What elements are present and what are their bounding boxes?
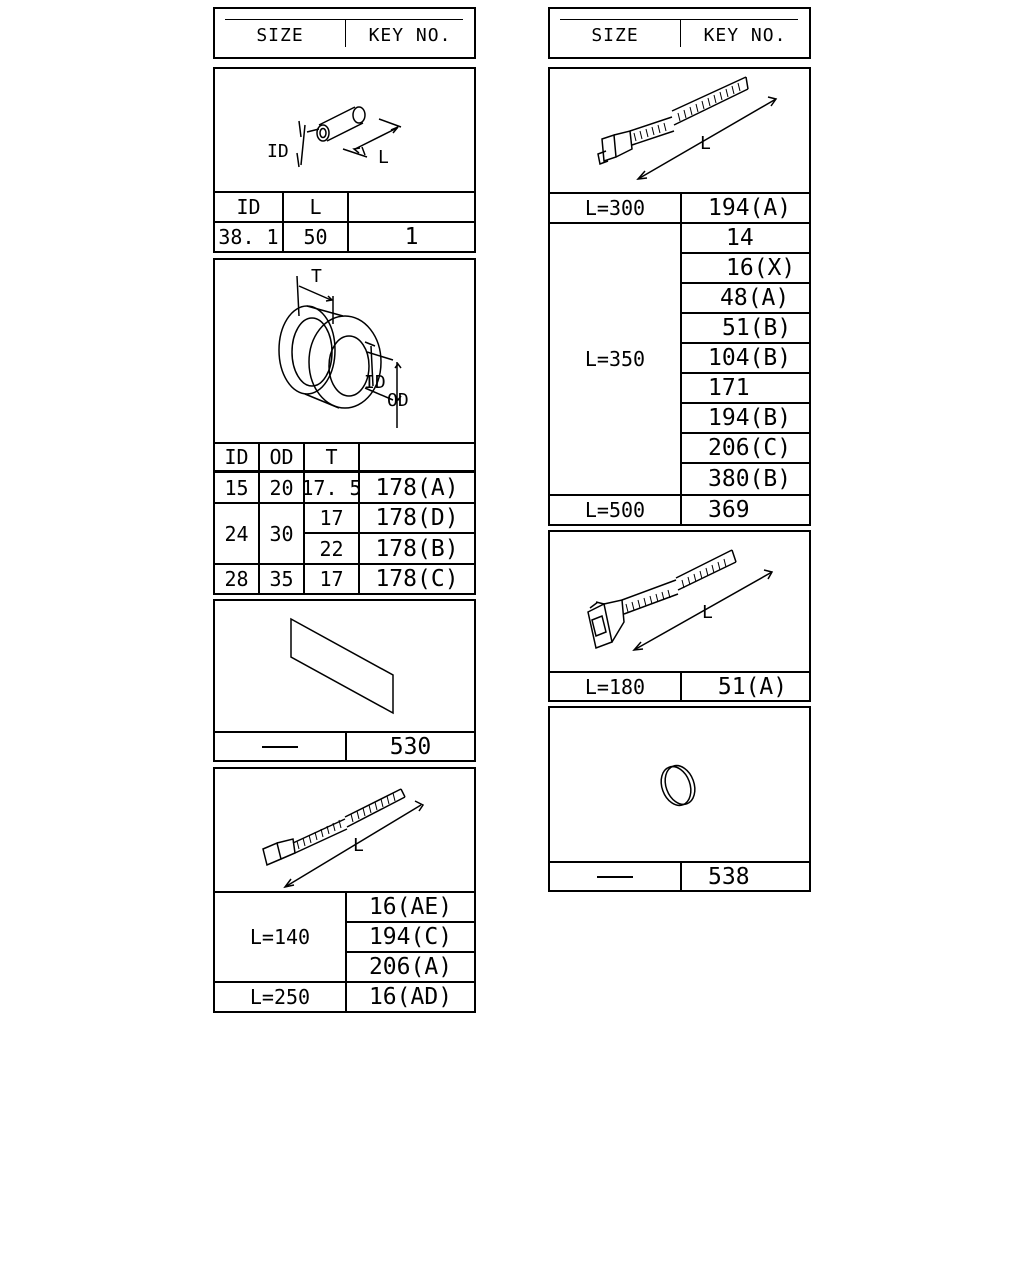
tube-drawing <box>215 69 474 193</box>
clip-band-panel <box>548 530 811 702</box>
header-divider <box>345 19 346 47</box>
plug-key: 538 <box>708 863 750 890</box>
header-divider <box>680 19 681 47</box>
large-band-size-500: L=500 <box>584 498 646 522</box>
grommet-row2-key: 178(D) <box>375 505 459 531</box>
grommet-row2-t: 17 <box>319 506 344 530</box>
grommet-row1-od: 20 <box>269 475 294 500</box>
small-band-key-2: 194(C) <box>368 924 453 950</box>
grommet-row3-key: 178(B) <box>375 535 459 562</box>
plug-size-dash <box>550 863 680 890</box>
tube-col-id: ID <box>236 195 261 219</box>
key-no-header: KEY NO. <box>703 24 787 46</box>
grommet-row1-id: 15 <box>224 475 249 500</box>
sheet-size-dash <box>215 733 345 760</box>
large-band-key-14: 14 <box>726 225 754 251</box>
small-band-key-1: 16(AE) <box>368 894 453 920</box>
header-top-rule <box>225 19 463 20</box>
small-band-l-label: L <box>353 835 364 856</box>
clip-band-key: 51(A) <box>717 673 788 700</box>
grommet-row3-t: 22 <box>319 536 344 561</box>
grommet-id-label: ID <box>364 372 386 393</box>
large-band-key-51b: 51(B) <box>722 315 792 341</box>
grommet-row4-od: 35 <box>269 567 294 591</box>
small-band-key-4: 16(AD) <box>368 984 453 1010</box>
grommet-row1-key: 178(A) <box>375 474 459 501</box>
large-band-drawing <box>550 69 809 193</box>
tube-panel <box>213 67 476 253</box>
right-header-box <box>548 7 811 59</box>
size-header: SIZE <box>591 24 639 46</box>
large-band-key-369: 369 <box>708 497 750 523</box>
clip-band-size: L=180 <box>584 674 646 699</box>
tube-id-label: ID <box>267 141 289 162</box>
grommet-t-label: T <box>311 266 322 287</box>
large-band-size-350: L=350 <box>584 347 646 371</box>
large-band-key-48a: 48(A) <box>720 285 790 311</box>
plug-panel <box>548 706 811 892</box>
header-top-rule <box>560 19 798 20</box>
large-band-key-171: 171 <box>708 375 750 401</box>
sheet-panel <box>213 599 476 762</box>
small-band-key-3: 206(A) <box>368 954 453 980</box>
clip-band-drawing <box>550 532 809 672</box>
grommet-row4-id: 28 <box>224 567 249 591</box>
grommet-row4-t: 17 <box>319 567 344 591</box>
large-band-panel <box>548 67 811 526</box>
large-band-size-300: L=300 <box>584 196 646 220</box>
size-header: SIZE <box>256 24 304 46</box>
grommet-col-t: T <box>325 445 338 469</box>
dash-mark <box>262 746 298 748</box>
small-band-size-140: L=140 <box>249 925 311 949</box>
tube-row-key: 1 <box>404 224 419 250</box>
small-band-size-250: L=250 <box>249 985 311 1009</box>
sheet-drawing <box>215 601 474 731</box>
sheet-key: 530 <box>389 733 432 760</box>
plug-drawing <box>550 708 809 862</box>
tube-row-l: 50 <box>303 225 328 249</box>
grommet-drawing <box>215 260 474 444</box>
large-band-key-380b: 380(B) <box>708 466 792 492</box>
key-no-header: KEY NO. <box>368 24 452 46</box>
large-band-l-label: L <box>700 133 711 154</box>
grommet-col-od: OD <box>269 445 294 469</box>
grommet-panel <box>213 258 476 595</box>
grommet-row1-t: 17. 5 <box>301 475 362 500</box>
tube-l-label: L <box>378 147 389 168</box>
small-band-panel <box>213 767 476 1013</box>
grommet-row4-key: 178(C) <box>375 566 459 592</box>
large-band-key-16x: 16(X) <box>726 255 796 281</box>
large-band-key-206c: 206(C) <box>708 435 792 461</box>
tube-col-l: L <box>309 195 322 219</box>
large-band-key-104b: 104(B) <box>708 345 792 371</box>
large-band-key-194a: 194(A) <box>708 195 792 221</box>
dash-mark <box>597 876 633 878</box>
left-header-box <box>213 7 476 59</box>
grommet-row2-od: 30 <box>269 521 294 546</box>
clip-band-l-label: L <box>702 602 713 623</box>
grommet-col-id: ID <box>224 445 249 469</box>
tube-row-id: 38. 1 <box>218 225 279 249</box>
grommet-od-label: OD <box>387 390 409 411</box>
grommet-row2-id: 24 <box>224 521 249 546</box>
large-band-key-194b: 194(B) <box>708 405 792 431</box>
small-band-drawing <box>215 769 474 893</box>
